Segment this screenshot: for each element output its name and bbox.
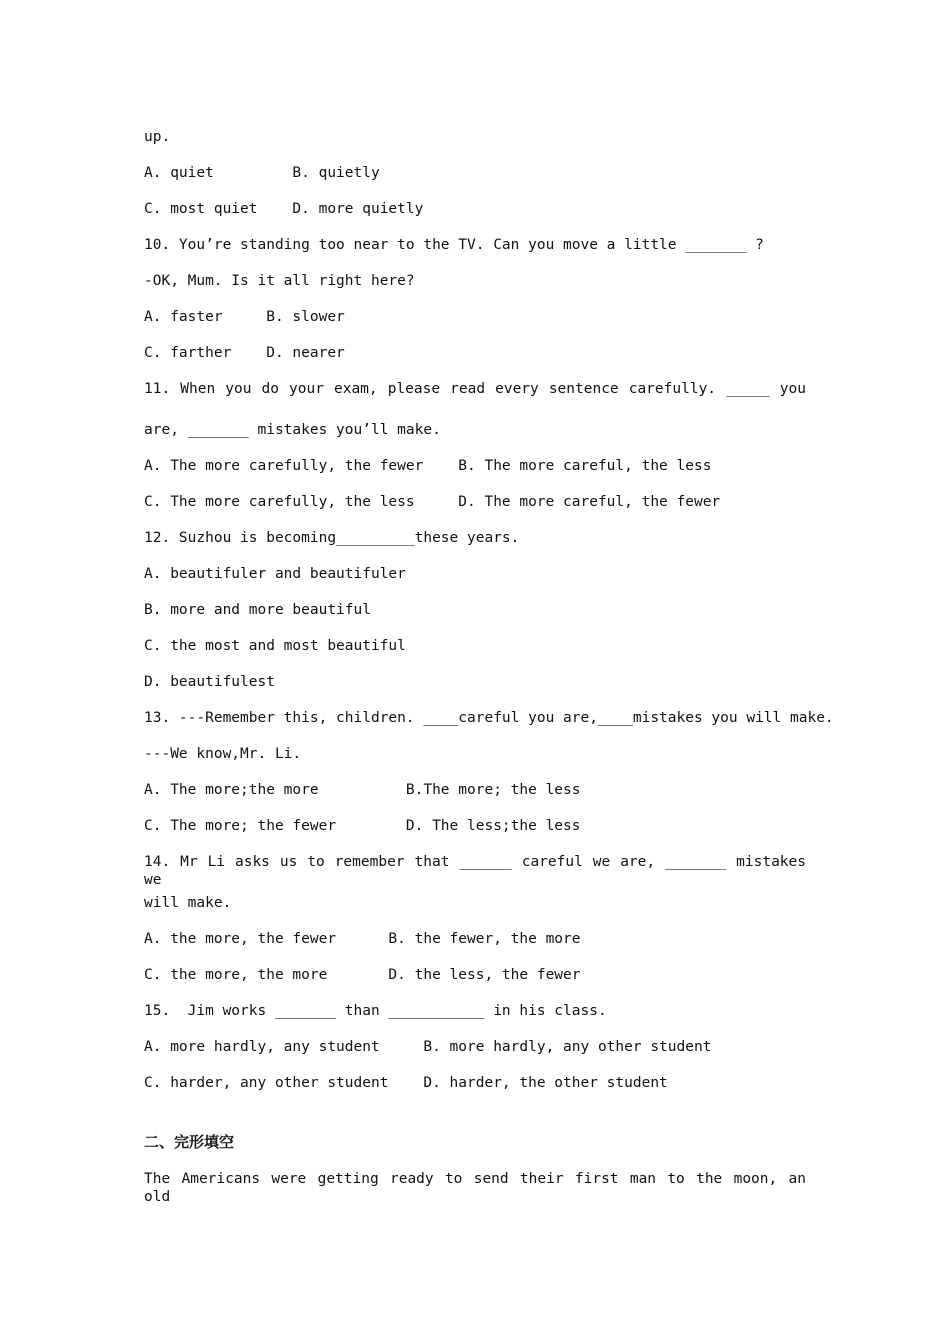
option-line: A. beautifuler and beautifuler — [144, 566, 406, 582]
option-line: C. the most and most beautiful — [144, 638, 406, 654]
option-line: A. faster B. slower — [144, 309, 345, 325]
passage-line: The Americans were getting ready to send their first man to the moon, an old — [144, 1171, 806, 1205]
option-line: A. The more;the more B.The more; the less — [144, 782, 581, 798]
option-line: B. more and more beautiful — [144, 602, 371, 618]
option-line: C. most quiet D. more quietly — [144, 201, 424, 217]
text-line: ---We know,Mr. Li. — [144, 746, 302, 762]
question-11: 11. When you do your exam, please read every sentence carefully. _____ you — [144, 381, 806, 397]
option-line: A. quiet B. quietly — [144, 165, 380, 181]
question-12: 12. Suzhou is becoming_________these years. — [144, 530, 520, 546]
option-line: A. The more carefully, the fewer B. The more careful, the less — [144, 458, 712, 474]
text-line: -OK, Mum. Is it all right here? — [144, 273, 415, 289]
question-10: 10. You’re standing too near to the TV. Can you move a little _______ ? — [144, 237, 764, 253]
text-line: up. — [144, 129, 171, 145]
question-13: 13. ---Remember this, children. ____careful you are,____mistakes you will make. — [144, 710, 834, 726]
question-14: 14. Mr Li asks us to remember that ______ careful we are, _______ mistakes we — [144, 854, 806, 888]
option-line: C. The more carefully, the less D. The more careful, the fewer — [144, 494, 721, 510]
option-line: C. The more; the fewer D. The less;the less — [144, 818, 581, 834]
question-15: 15. Jim works _______ than ___________ in his class. — [144, 1003, 607, 1019]
option-line: D. beautifulest — [144, 674, 275, 690]
option-line: C. the more, the more D. the less, the fewer — [144, 967, 581, 983]
text-line: are, _______ mistakes you’ll make. — [144, 422, 441, 438]
section-heading: 二、完形填空 — [144, 1133, 235, 1151]
option-line: A. the more, the fewer B. the fewer, the more — [144, 931, 581, 947]
option-line: C. farther D. nearer — [144, 345, 345, 361]
option-line: A. more hardly, any student B. more hardly, any other student — [144, 1039, 712, 1055]
text-line: will make. — [144, 895, 232, 911]
option-line: C. harder, any other student D. harder, the other student — [144, 1075, 668, 1091]
